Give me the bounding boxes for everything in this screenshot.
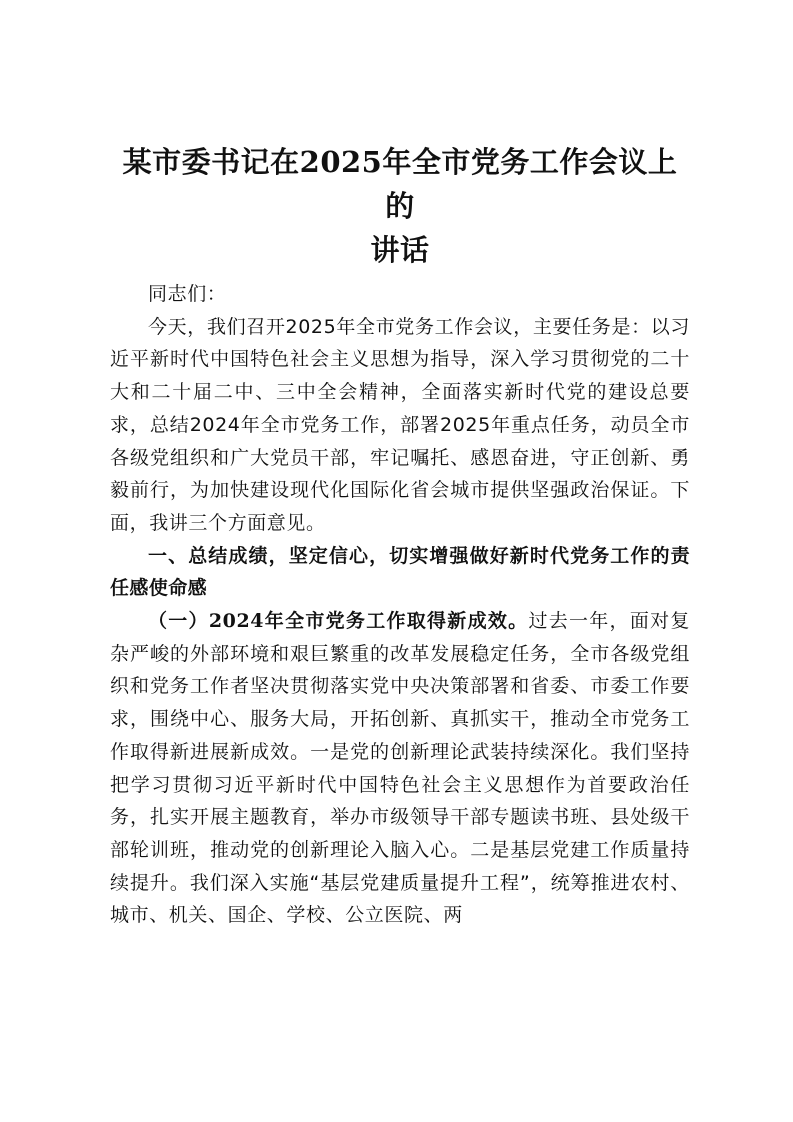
document-title <box>110 140 690 272</box>
subsection-1-lead: （一）2024年全市党务工作取得新成效。 <box>148 610 529 633</box>
document-page <box>110 140 690 932</box>
subsection-1-body: 过去一年，面对复杂严峻的外部环境和艰巨繁重的改革发展稳定任务，全市各级党组织和党务工作者坚决贯彻落实党中央决策部署和省委、市委工作要求，围绕中心、服务大局，开拓创新、真抓实干，推动全市党务工作取得新进展新成效。一是党的创新理论武装持续深化。我们坚持把学习贯彻习近平新时代中国特色社会主义思想作为首要政治任务，扎实开展主题教育，举办市级领导干部专题读书班、县处级干部轮训班，推动党的创新理论入脑入心。二是基层党建工作质量持续提升。我们深入实施“基层党建质量提升工程”，统筹推进农村、城市、机关、国企、学校、公立医院、两 <box>110 610 690 927</box>
subsection-1-paragraph <box>110 605 690 932</box>
title-line-1: 某市委书记在2025年全市党务工作会议上的 <box>122 145 678 223</box>
section-1-heading: 一、总结成绩，坚定信心，切实增强做好新时代党务工作的责任感使命感 <box>110 544 690 600</box>
intro-paragraph: 今天，我们召开2025年全市党务工作会议，主要任务是：以习近平新时代中国特色社会主义思想为指导，深入学习贯彻党的二十大和二十届二中、三中全会精神，全面落实新时代党的建设总要求，总结2024年全市党务工作，部署2025年重点任务，动员全市各级党组织和广大党员干部，牢记嘱托、感恩奋进，守正创新、勇毅前行，为加快建设现代化国际化省会城市提供坚强政治保证。下面，我讲三个方面意见。 <box>110 315 690 534</box>
title-line-2: 讲话 <box>370 233 430 267</box>
greeting: 同志们： <box>148 283 227 305</box>
